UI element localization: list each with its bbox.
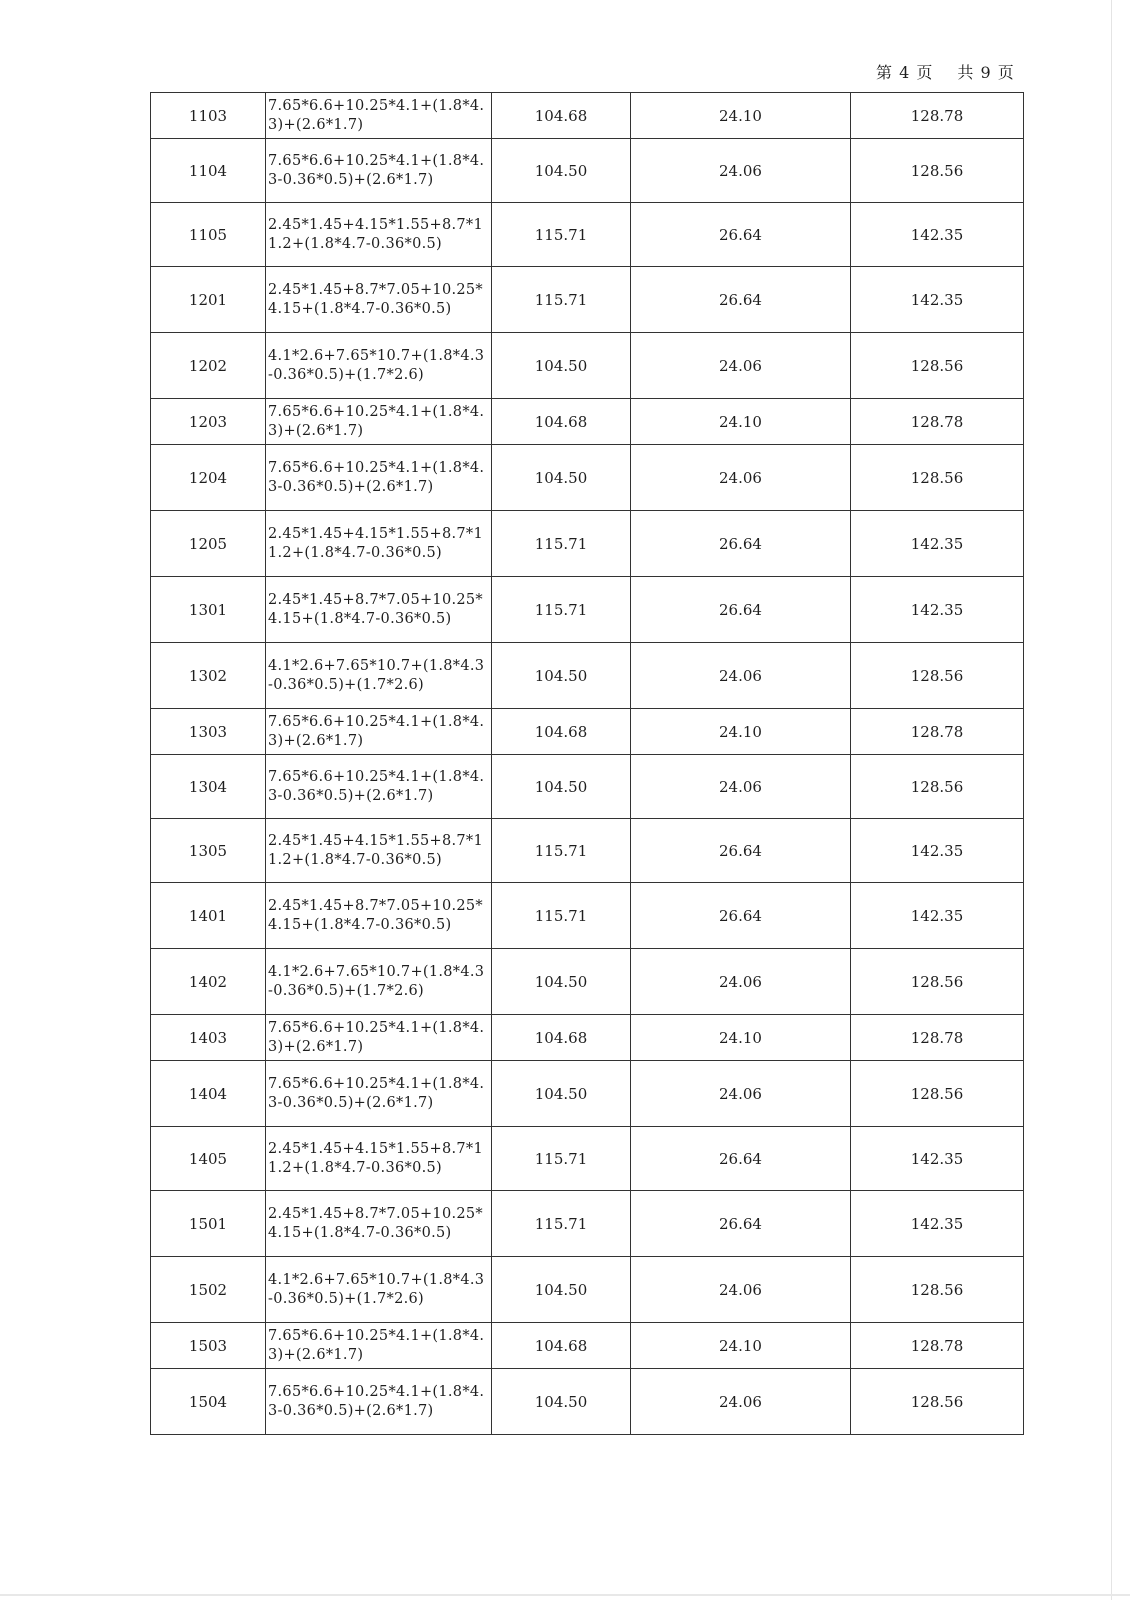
room-number-cell: 1502: [151, 1257, 266, 1323]
formula-cell: 7.65*6.6+10.25*4.1+(1.8*4.3-0.36*0.5)+(2.6*1.7): [266, 445, 492, 511]
area-a-cell: 104.50: [492, 333, 631, 399]
table-row: [151, 643, 1024, 709]
table-row: [151, 949, 1024, 1015]
page-total: 共 9 页: [957, 63, 1015, 82]
area-b-cell: 24.10: [631, 1015, 851, 1061]
table-row: [151, 883, 1024, 949]
formula-cell: 4.1*2.6+7.65*10.7+(1.8*4.3-0.36*0.5)+(1.7*2.6): [266, 1257, 492, 1323]
room-number-cell: 1501: [151, 1191, 266, 1257]
total-area-cell: 142.35: [851, 511, 1024, 577]
area-b-cell: 26.64: [631, 819, 851, 883]
area-b-cell: 24.10: [631, 709, 851, 755]
scan-edge-bottom: [0, 1594, 1130, 1596]
area-a-cell: 104.68: [492, 93, 631, 139]
table-row: [151, 755, 1024, 819]
total-area-cell: 142.35: [851, 1127, 1024, 1191]
area-b-cell: 24.06: [631, 1257, 851, 1323]
area-a-cell: 115.71: [492, 819, 631, 883]
table-row: [151, 399, 1024, 445]
area-b-cell: 26.64: [631, 267, 851, 333]
room-number-cell: 1301: [151, 577, 266, 643]
total-area-cell: 128.56: [851, 1061, 1024, 1127]
formula-cell: 2.45*1.45+8.7*7.05+10.25*4.15+(1.8*4.7-0.36*0.5): [266, 1191, 492, 1257]
formula-cell: 7.65*6.6+10.25*4.1+(1.8*4.3-0.36*0.5)+(2.6*1.7): [266, 139, 492, 203]
room-number-cell: 1203: [151, 399, 266, 445]
table-row: [151, 1369, 1024, 1435]
formula-cell: 7.65*6.6+10.25*4.1+(1.8*4.3)+(2.6*1.7): [266, 1015, 492, 1061]
area-b-cell: 24.10: [631, 399, 851, 445]
formula-cell: 2.45*1.45+4.15*1.55+8.7*11.2+(1.8*4.7-0.36*0.5): [266, 1127, 492, 1191]
room-number-cell: 1503: [151, 1323, 266, 1369]
area-b-cell: 24.06: [631, 445, 851, 511]
formula-cell: 2.45*1.45+4.15*1.55+8.7*11.2+(1.8*4.7-0.36*0.5): [266, 819, 492, 883]
room-number-cell: 1304: [151, 755, 266, 819]
formula-cell: 7.65*6.6+10.25*4.1+(1.8*4.3-0.36*0.5)+(2.6*1.7): [266, 1061, 492, 1127]
total-area-cell: 128.78: [851, 399, 1024, 445]
formula-cell: 2.45*1.45+8.7*7.05+10.25*4.15+(1.8*4.7-0.36*0.5): [266, 267, 492, 333]
total-area-cell: 128.56: [851, 755, 1024, 819]
area-b-cell: 26.64: [631, 883, 851, 949]
area-a-cell: 115.71: [492, 267, 631, 333]
total-area-cell: 128.78: [851, 1323, 1024, 1369]
total-area-cell: 142.35: [851, 1191, 1024, 1257]
page-current: 第 4 页: [876, 63, 934, 82]
room-number-cell: 1401: [151, 883, 266, 949]
total-area-cell: 128.56: [851, 949, 1024, 1015]
total-area-cell: 128.56: [851, 643, 1024, 709]
area-a-cell: 115.71: [492, 883, 631, 949]
formula-cell: 4.1*2.6+7.65*10.7+(1.8*4.3-0.36*0.5)+(1.7*2.6): [266, 949, 492, 1015]
area-b-cell: 24.06: [631, 139, 851, 203]
room-number-cell: 1402: [151, 949, 266, 1015]
area-a-cell: 104.50: [492, 1061, 631, 1127]
table-row: [151, 1061, 1024, 1127]
formula-cell: 7.65*6.6+10.25*4.1+(1.8*4.3)+(2.6*1.7): [266, 399, 492, 445]
area-b-cell: 24.06: [631, 1061, 851, 1127]
total-area-cell: 128.78: [851, 709, 1024, 755]
area-a-cell: 115.71: [492, 203, 631, 267]
table-row: [151, 445, 1024, 511]
area-b-cell: 26.64: [631, 1191, 851, 1257]
room-number-cell: 1305: [151, 819, 266, 883]
area-table: [150, 92, 1024, 1435]
area-a-cell: 115.71: [492, 511, 631, 577]
room-number-cell: 1504: [151, 1369, 266, 1435]
total-area-cell: 142.35: [851, 203, 1024, 267]
area-b-cell: 24.10: [631, 93, 851, 139]
table-row: [151, 577, 1024, 643]
table-row: [151, 1191, 1024, 1257]
area-a-cell: 115.71: [492, 1191, 631, 1257]
table-row: [151, 709, 1024, 755]
area-b-cell: 26.64: [631, 203, 851, 267]
room-number-cell: 1202: [151, 333, 266, 399]
area-a-cell: 104.68: [492, 399, 631, 445]
total-area-cell: 142.35: [851, 883, 1024, 949]
area-a-cell: 104.50: [492, 949, 631, 1015]
area-a-cell: 104.50: [492, 139, 631, 203]
room-number-cell: 1103: [151, 93, 266, 139]
table-row: [151, 1257, 1024, 1323]
room-number-cell: 1302: [151, 643, 266, 709]
formula-cell: 7.65*6.6+10.25*4.1+(1.8*4.3)+(2.6*1.7): [266, 709, 492, 755]
area-table-body: [151, 93, 1024, 1435]
room-number-cell: 1405: [151, 1127, 266, 1191]
total-area-cell: 142.35: [851, 819, 1024, 883]
formula-cell: 2.45*1.45+8.7*7.05+10.25*4.15+(1.8*4.7-0.36*0.5): [266, 577, 492, 643]
formula-cell: 7.65*6.6+10.25*4.1+(1.8*4.3)+(2.6*1.7): [266, 93, 492, 139]
total-area-cell: 142.35: [851, 267, 1024, 333]
table-row: [151, 139, 1024, 203]
area-a-cell: 104.50: [492, 445, 631, 511]
room-number-cell: 1403: [151, 1015, 266, 1061]
area-a-cell: 104.50: [492, 643, 631, 709]
table-row: [151, 203, 1024, 267]
room-number-cell: 1404: [151, 1061, 266, 1127]
table-row: [151, 1015, 1024, 1061]
formula-cell: 7.65*6.6+10.25*4.1+(1.8*4.3-0.36*0.5)+(2.6*1.7): [266, 1369, 492, 1435]
total-area-cell: 128.56: [851, 445, 1024, 511]
total-area-cell: 128.56: [851, 333, 1024, 399]
room-number-cell: 1205: [151, 511, 266, 577]
area-b-cell: 24.06: [631, 949, 851, 1015]
table-row: [151, 333, 1024, 399]
area-b-cell: 26.64: [631, 511, 851, 577]
area-b-cell: 26.64: [631, 1127, 851, 1191]
formula-cell: 2.45*1.45+8.7*7.05+10.25*4.15+(1.8*4.7-0.36*0.5): [266, 883, 492, 949]
area-a-cell: 104.50: [492, 1369, 631, 1435]
area-b-cell: 24.06: [631, 755, 851, 819]
area-a-cell: 104.50: [492, 1257, 631, 1323]
area-b-cell: 26.64: [631, 577, 851, 643]
area-b-cell: 24.06: [631, 643, 851, 709]
formula-cell: 2.45*1.45+4.15*1.55+8.7*11.2+(1.8*4.7-0.36*0.5): [266, 511, 492, 577]
formula-cell: 4.1*2.6+7.65*10.7+(1.8*4.3-0.36*0.5)+(1.7*2.6): [266, 333, 492, 399]
page-number: [876, 60, 1015, 83]
total-area-cell: 128.78: [851, 1015, 1024, 1061]
total-area-cell: 128.56: [851, 139, 1024, 203]
formula-cell: 7.65*6.6+10.25*4.1+(1.8*4.3-0.36*0.5)+(2.6*1.7): [266, 755, 492, 819]
area-a-cell: 104.50: [492, 755, 631, 819]
table-row: [151, 1323, 1024, 1369]
area-a-cell: 115.71: [492, 1127, 631, 1191]
total-area-cell: 128.56: [851, 1369, 1024, 1435]
room-number-cell: 1105: [151, 203, 266, 267]
room-number-cell: 1201: [151, 267, 266, 333]
table-row: [151, 267, 1024, 333]
room-number-cell: 1204: [151, 445, 266, 511]
total-area-cell: 128.78: [851, 93, 1024, 139]
table-row: [151, 511, 1024, 577]
total-area-cell: 142.35: [851, 577, 1024, 643]
table-row: [151, 819, 1024, 883]
room-number-cell: 1303: [151, 709, 266, 755]
room-number-cell: 1104: [151, 139, 266, 203]
area-b-cell: 24.06: [631, 1369, 851, 1435]
area-b-cell: 24.10: [631, 1323, 851, 1369]
formula-cell: 2.45*1.45+4.15*1.55+8.7*11.2+(1.8*4.7-0.36*0.5): [266, 203, 492, 267]
table-row: [151, 93, 1024, 139]
area-a-cell: 104.68: [492, 1015, 631, 1061]
table-row: [151, 1127, 1024, 1191]
area-b-cell: 24.06: [631, 333, 851, 399]
formula-cell: 4.1*2.6+7.65*10.7+(1.8*4.3-0.36*0.5)+(1.7*2.6): [266, 643, 492, 709]
scan-edge-right: [1111, 0, 1112, 1600]
formula-cell: 7.65*6.6+10.25*4.1+(1.8*4.3)+(2.6*1.7): [266, 1323, 492, 1369]
area-a-cell: 104.68: [492, 1323, 631, 1369]
area-a-cell: 104.68: [492, 709, 631, 755]
total-area-cell: 128.56: [851, 1257, 1024, 1323]
area-a-cell: 115.71: [492, 577, 631, 643]
